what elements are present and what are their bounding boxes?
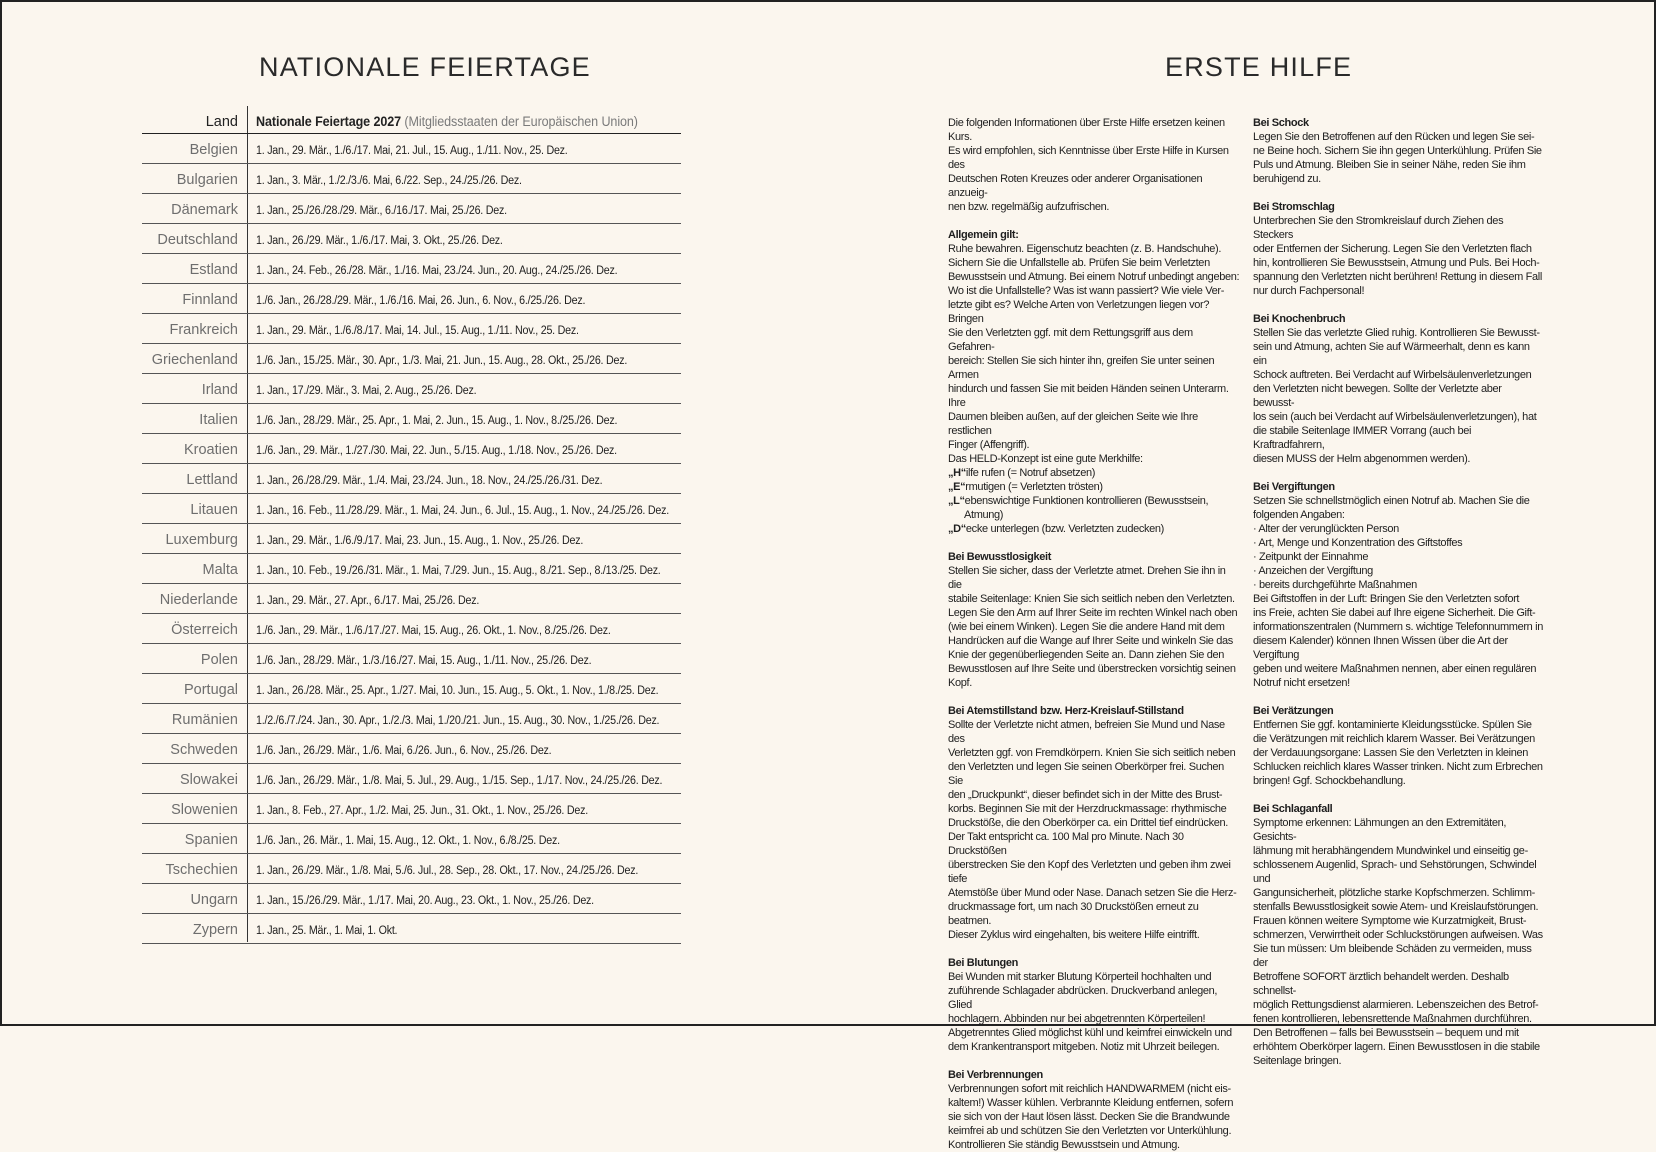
table-row [142, 554, 681, 584]
country-name: Finnland [182, 292, 238, 308]
held-text: ebenswichtige Funktionen kontrollieren (Bewusstsein, [964, 495, 1209, 507]
text-line: den Verletzten nicht bewegen. Sollte der Verletzte aber bewusst- [1253, 383, 1502, 409]
text-line: oder Entfernen der Sicherung. Legen Sie den Verletzten flach [1253, 243, 1532, 255]
text-line: Seitenlage bringen. [1253, 1055, 1342, 1067]
table-row [142, 764, 681, 794]
country-name: Litauen [190, 502, 238, 518]
text-line: Knie der gegenüberliegenden Seite an. Dann ziehen Sie den [948, 649, 1225, 661]
country-name: Malta [202, 562, 238, 578]
holiday-dates: 1./6. Jan., 29. Mär., 1./6./17./27. Mai, 15. Aug., 26. Okt., 1. Nov., 8./25./26. Dez. [256, 625, 611, 637]
page-title-first-aid: ERSTE HILFE [1165, 52, 1353, 82]
text-line: beruhigend zu. [1253, 173, 1321, 185]
first-aid-column-1 [948, 116, 1240, 1152]
section-heading: Bei Schlaganfall [1253, 803, 1333, 815]
text-line: ne Beine hoch. Sichern Sie ihn gegen Unterkühlung. Prüfen Sie [1253, 145, 1542, 157]
text-line: diesen MUSS der Helm abgenommen werden). [1253, 453, 1471, 465]
general-section [948, 228, 1240, 536]
country-name: Zypern [192, 922, 238, 938]
country-name: Kroatien [183, 442, 238, 458]
text-line: Gangunsicherheit, plötzliche starke Kopfschmerzen. Schlimm- [1253, 887, 1535, 899]
held-text: Atmung) [964, 509, 1004, 521]
country-name: Österreich [171, 622, 238, 638]
text-line: Handrücken auf die Wange auf Ihrer Seite und winkeln Sie das [948, 635, 1233, 647]
table-row [142, 134, 681, 164]
country-name: Slowakei [179, 772, 238, 788]
country-name: Dänemark [171, 202, 238, 218]
intro-section [948, 116, 1240, 214]
held-text: rmutigen (= Verletzten trösten) [965, 481, 1103, 493]
holiday-dates: 1. Jan., 26./28. Mär., 25. Apr., 1./27. Mai, 10. Jun., 15. Aug., 5. Okt., 1. Nov., 1./8./25. Dez. [256, 685, 659, 697]
text-line: zuführende Schlagader abdrücken. Druckverband anlegen, Glied [948, 985, 1218, 1011]
text-line: Bewusstsein und Atmung. Bei einem Notruf unbedingt angeben: [948, 271, 1240, 283]
table-row [142, 614, 681, 644]
text-line: korbs. Beginnen Sie mit der Herzdruckmassage: rhythmische [948, 803, 1227, 815]
holiday-dates: 1./6. Jan., 26./29. Mär., 1./6. Mai, 6./26. Jun., 6. Nov., 25./26. Dez. [256, 745, 552, 757]
text-line: den Verletzten und legen Sie seinen Oberkörper frei. Suchen Sie [948, 761, 1224, 787]
text-line: Frauen können weitere Symptome wie Kurzatmigkeit, Brust- [1253, 915, 1527, 927]
section-heading: Bei Stromschlag [1253, 201, 1335, 213]
text-line: hindurch und fassen Sie mit beiden Händen seinen Unterarm. Ihre [948, 383, 1229, 409]
section-text [1253, 130, 1545, 186]
table-row [142, 464, 681, 494]
table-row [142, 164, 681, 194]
text-line: Wo ist die Unfallstelle? Was ist wann passiert? Wie viele Ver- [948, 285, 1225, 297]
held-item [948, 494, 1240, 508]
country-name: Portugal [183, 682, 238, 698]
text-line: folgenden Angaben: [1253, 509, 1345, 521]
text-line: hochlagern. Abbinden nur bei abgetrennten Körperteilen! [948, 1013, 1206, 1025]
cardiac-arrest-section [948, 704, 1240, 942]
text-line: Kopf. [948, 677, 972, 689]
holiday-dates: 1./2./6./7./24. Jan., 30. Apr., 1./2./3. Mai, 1./20./21. Jun., 15. Aug., 30. Nov., 1./25./26. Dez. [256, 715, 660, 727]
text-line: Abgetrenntes Glied möglichst kühl und keimfrei einwickeln und [948, 1027, 1232, 1039]
section-heading: Bei Atemstillstand bzw. Herz-Kreislauf-Stillstand [948, 705, 1184, 717]
table-row [142, 314, 681, 344]
country-name: Frankreich [169, 322, 238, 338]
table-row [142, 494, 681, 524]
country-name: Polen [200, 652, 238, 668]
section-heading: Bei Vergiftungen [1253, 481, 1335, 493]
holiday-dates: 1./6. Jan., 26./29. Mär., 1./8. Mai, 5. Jul., 29. Aug., 1./15. Sep., 1./17. Nov., 24./25./26. Dez. [256, 775, 663, 787]
table-row [142, 254, 681, 284]
section-text [948, 1082, 1240, 1152]
section-text [1253, 494, 1545, 690]
table-row [142, 344, 681, 374]
text-line: Schlucken reichlich klares Wasser trinken. Nicht zum Erbrechen [1253, 761, 1543, 773]
holiday-dates: 1. Jan., 10. Feb., 19./26./31. Mär., 1. Mai, 7./29. Jun., 15. Aug., 8./21. Sep., 8./13./25. Dez. [256, 565, 661, 577]
text-line: · Art, Menge und Konzentration des Giftstoffes [1253, 537, 1463, 549]
text-line: Finger (Affengriff). [948, 439, 1030, 451]
text-line: Bewusstlosen auf Ihre Seite und überstrecken vorsichtig seinen [948, 663, 1236, 675]
held-letter: „E“ [948, 481, 966, 493]
holiday-dates: 1. Jan., 29. Mär., 27. Apr., 6./17. Mai, 25./26. Dez. [256, 595, 480, 607]
country-name: Italien [199, 412, 238, 428]
text-line: dem Krankentransport mitgeben. Notiz mit Uhrzeit beilegen. [948, 1041, 1220, 1053]
country-name: Deutschland [157, 232, 238, 248]
header-dates-subtitle: (Mitgliedsstaaten der Europäischen Union) [401, 114, 638, 129]
text-line: Ruhe bewahren. Eigenschutz beachten (z. B. Handschuhe). [948, 243, 1222, 255]
country-name: Niederlande [159, 592, 238, 608]
country-name: Schweden [170, 742, 238, 758]
holiday-dates: 1. Jan., 15./26./29. Mär., 1./17. Mai, 20. Aug., 23. Okt., 1. Nov., 25./26. Dez. [256, 895, 594, 907]
stroke-section [1253, 802, 1545, 1068]
text-line: Deutschen Roten Kreuzes oder anderer Organisationen anzueig- [948, 173, 1203, 199]
country-name: Lettland [186, 472, 238, 488]
table-row [142, 524, 681, 554]
country-name: Tschechien [165, 862, 238, 878]
text-line: Entfernen Sie ggf. kontaminierte Kleidungsstücke. Spülen Sie [1253, 719, 1532, 731]
text-line: der Verdauungsorgane: Lassen Sie den Verletzten in kleinen [1253, 747, 1529, 759]
text-line: Dieser Zyklus wird eingehalten, bis weitere Hilfe eintrifft. [948, 929, 1200, 941]
shock-section [1253, 116, 1545, 186]
text-line: Bei Giftstoffen in der Luft: Bringen Sie den Verletzten sofort [1253, 593, 1520, 605]
text-line: Betroffene SOFORT ärztlich behandelt werden. Deshalb schnellst- [1253, 971, 1509, 997]
held-item [948, 480, 1240, 494]
text-line: Sie den Verletzten ggf. mit dem Rettungsgriff aus dem Gefahren- [948, 327, 1193, 353]
holiday-dates: 1. Jan., 25./26./28./29. Mär., 6./16./17. Mai, 25./26. Dez. [256, 205, 507, 217]
header-dates [256, 114, 638, 129]
text-line: Druckstöße, die den Oberkörper ca. ein Drittel tief eindrücken. [948, 817, 1228, 829]
text-line: möglich Rettungsdienst alarmieren. Lebenszeichen des Betrof- [1253, 999, 1539, 1011]
text-line: kaltem!) Wasser kühlen. Verbrannte Kleidung entfernen, sofern [948, 1097, 1234, 1109]
table-row [142, 824, 681, 854]
table-row [142, 434, 681, 464]
page-title-holidays: NATIONALE FEIERTAGE [259, 52, 591, 82]
text-line: bereich: Stellen Sie sich hinter ihn, greifen Sie unter seinen Armen [948, 355, 1215, 381]
text-line: bringen! Ggf. Schockbehandlung. [1253, 775, 1406, 787]
holiday-table [142, 106, 681, 944]
header-country: Land [205, 114, 238, 130]
held-letter: „H“ [948, 467, 966, 479]
text-line: (wie bei einem Winken). Legen Sie die andere Hand mit dem [948, 621, 1225, 633]
section-heading: Bei Blutungen [948, 957, 1019, 969]
holiday-dates: 1./6. Jan., 28./29. Mär., 25. Apr., 1. Mai, 2. Jun., 15. Aug., 1. Nov., 8./25./26. Dez. [256, 415, 618, 427]
text-line: schmerzen, Verwirrtheit oder Schluckstörungen aufweisen. Was [1253, 929, 1543, 941]
text-line: die stabile Seitenlage IMMER Vorrang (auch bei Kraftradfahrern, [1253, 425, 1472, 451]
holiday-dates: 1. Jan., 16. Feb., 11./28./29. Mär., 1. Mai, 24. Jun., 6. Jul., 15. Aug., 1. Nov., 24./25./26. Dez. [256, 505, 669, 517]
table-row [142, 884, 681, 914]
holiday-dates: 1./6. Jan., 26. Mär., 1. Mai, 15. Aug., 12. Okt., 1. Nov., 6./8./25. Dez. [256, 835, 560, 847]
text-line: Atemstöße über Mund oder Nase. Danach setzen Sie die Herz- [948, 887, 1237, 899]
holiday-dates: 1. Jan., 26./29. Mär., 1./6./17. Mai, 3. Okt., 25./26. Dez. [256, 235, 503, 247]
first-aid-column-2 [1253, 116, 1545, 1068]
text-line: informationszentralen (Nummern s. wichtige Telefonnummern in [1253, 621, 1543, 633]
text-line: den „Druckpunkt“, dieser befindet sich in der Mitte des Brust- [948, 789, 1223, 801]
text-line: sein und Atmung, achten Sie auf Wärmeerhalt, denn es kann ein [1253, 341, 1530, 367]
text-line: hin, kontrollieren Sie Bewusstsein, Atmung und Puls. Bei Hoch- [1253, 257, 1540, 269]
holiday-dates: 1. Jan., 8. Feb., 27. Apr., 1./2. Mai, 25. Jun., 31. Okt., 1. Nov., 25./26. Dez. [256, 805, 588, 817]
text-line: nen bzw. regelmäßig aufzufrischen. [948, 201, 1110, 213]
text-line: überstrecken Sie den Kopf des Verletzten und geben ihm zwei tiefe [948, 859, 1231, 885]
held-item [948, 466, 1240, 480]
text-line: Stellen Sie sicher, dass der Verletzte atmet. Drehen Sie ihn in die [948, 565, 1226, 591]
text-line: Verletzten ggf. von Fremdkörpern. Knien Sie sich seitlich neben [948, 747, 1236, 759]
table-row [142, 404, 681, 434]
text-line: Puls und Atmung. Bleiben Sie in seiner Nähe, reden Sie ihm [1253, 159, 1526, 171]
section-text [1253, 816, 1545, 1068]
text-line: Es wird empfohlen, sich Kenntnisse über Erste Hilfe in Kursen des [948, 145, 1229, 171]
holiday-dates: 1. Jan., 26./28./29. Mär., 1./4. Mai, 23./24. Jun., 18. Nov., 24./25./26./31. Dez. [256, 475, 603, 487]
table-row [142, 704, 681, 734]
text-line: Symptome erkennen: Lähmungen an den Extremitäten, Gesichts- [1253, 817, 1507, 843]
table-row [142, 584, 681, 614]
text-line: keimfrei ab und schützen Sie den Verletzten vor Unterkühlung. [948, 1125, 1232, 1137]
country-name: Luxemburg [165, 532, 238, 548]
bleeding-section [948, 956, 1240, 1054]
text-line: Bei Wunden mit starker Blutung Körperteil hochhalten und [948, 971, 1212, 983]
country-name: Irland [201, 382, 238, 398]
text-line: · bereits durchgeführte Maßnahmen [1253, 579, 1417, 591]
table-row [142, 734, 681, 764]
text-line: nur durch Fachpersonal! [1253, 285, 1365, 297]
section-text [948, 970, 1240, 1054]
text-line: Setzen Sie schnellstmöglich einen Notruf ab. Machen Sie die [1253, 495, 1530, 507]
section-heading: Bei Bewusstlosigkeit [948, 551, 1052, 563]
text-line: Schock auftreten. Bei Verdacht auf Wirbelsäulenverletzungen [1253, 369, 1532, 381]
section-text [948, 242, 1240, 466]
country-name: Slowenien [171, 802, 238, 818]
text-line: ins Freie, achten Sie dabei auf Ihre eigene Sicherheit. Die Gift- [1253, 607, 1536, 619]
held-text: ilfe rufen (= Notruf absetzen) [965, 467, 1096, 479]
text-line: Das HELD-Konzept ist eine gute Merkhilfe: [948, 453, 1143, 465]
holiday-dates: 1. Jan., 29. Mär., 1./6./9./17. Mai, 23. Jun., 15. Aug., 1. Nov., 25./26. Dez. [256, 535, 584, 547]
text-line: stabile Seitenlage: Knien Sie sich seitlich neben den Verletzten. [948, 593, 1235, 605]
text-line: Notruf nicht ersetzen! [1253, 677, 1350, 689]
text-line: Daumen bleiben außen, auf der gleichen Seite wie Ihre restlichen [948, 411, 1198, 437]
unconscious-section [948, 550, 1240, 690]
country-name: Spanien [184, 832, 238, 848]
held-text: ecke unterlegen (bzw. Verletzten zudecken) [965, 523, 1164, 535]
text-line: Kontrollieren Sie ständig Bewusstsein und Atmung. [948, 1139, 1180, 1151]
text-line: schlossenem Augenlid, Sprach- und Sehstörungen, Schwindel und [1253, 859, 1537, 885]
country-name: Ungarn [190, 892, 238, 908]
table-row [142, 224, 681, 254]
section-heading: Bei Schock [1253, 117, 1309, 129]
holiday-dates: 1./6. Jan., 15./25. Mär., 30. Apr., 1./3. Mai, 21. Jun., 15. Aug., 28. Okt., 25./26. Dez. [256, 355, 628, 367]
holiday-dates: 1. Jan., 29. Mär., 1./6./8./17. Mai, 14. Jul., 15. Aug., 1./11. Nov., 25. Dez. [256, 325, 579, 337]
country-name: Griechenland [151, 352, 238, 368]
text-line: Die folgenden Informationen über Erste Hilfe ersetzen keinen Kurs. [948, 117, 1225, 143]
held-item [948, 508, 1240, 522]
text-line: Stellen Sie das verletzte Glied ruhig. Kontrollieren Sie Bewusst- [1253, 327, 1540, 339]
section-heading: Bei Verbrennungen [948, 1069, 1043, 1081]
text-line: Sie tun müssen: Um bleibende Schäden zu vermeiden, muss der [1253, 943, 1532, 969]
table-row [142, 854, 681, 884]
holiday-dates: 1./6. Jan., 29. Mär., 1./27./30. Mai, 22. Jun., 5./15. Aug., 1./18. Nov., 25./26. Dez. [256, 445, 617, 457]
text-line: · Anzeichen der Vergiftung [1253, 565, 1373, 577]
text-line: geben und weitere Maßnahmen nennen, aber einen regulären [1253, 663, 1537, 675]
table-row [142, 284, 681, 314]
text-line: druckmassage fort, um nach 30 Druckstößen erneut zu beatmen. [948, 901, 1199, 927]
intro-text [948, 116, 1240, 214]
text-line: sie sich von der Haut lösen lässt. Decken Sie die Brandwunde [948, 1111, 1230, 1123]
table-row [142, 644, 681, 674]
holiday-dates: 1./6. Jan., 26./28./29. Mär., 1./6./16. Mai, 26. Jun., 6. Nov., 6./25./26. Dez. [256, 295, 586, 307]
text-line: spannung den Verletzten nicht berühren! Rettung in diesem Fall [1253, 271, 1542, 283]
holiday-dates: 1. Jan., 25. Mär., 1. Mai, 1. Okt. [256, 925, 398, 937]
text-line: Legen Sie den Betroffenen auf den Rücken und legen Sie sei- [1253, 131, 1535, 143]
country-name: Rumänien [171, 712, 238, 728]
holiday-dates: 1. Jan., 29. Mär., 1./6./17. Mai, 21. Jul., 15. Aug., 1./11. Nov., 25. Dez. [256, 145, 568, 157]
text-line: Legen Sie den Arm auf Ihrer Seite im rechten Winkel nach oben [948, 607, 1238, 619]
text-line: los sein (auch bei Verdacht auf Wirbelsäulenverletzungen), hat [1253, 411, 1537, 423]
electric-shock-section [1253, 200, 1545, 298]
section-heading: Bei Verätzungen [1253, 705, 1334, 717]
text-line: fenen kontrollieren, lebensrettende Maßnahmen durchführen. [1253, 1013, 1532, 1025]
table-header [142, 106, 681, 134]
chemical-burns-section [1253, 704, 1545, 788]
text-line: stenfalls Bewusstlosigkeit sowie Atem- und Kreislaufstörungen. [1253, 901, 1539, 913]
section-heading: Bei Knochenbruch [1253, 313, 1346, 325]
text-line: letzte gibt es? Welche Arten von Verletzungen liegen vor? Bringen [948, 299, 1210, 325]
table-row [142, 674, 681, 704]
holiday-dates: 1. Jan., 26./29. Mär., 1./8. Mai, 5./6. Jul., 28. Sep., 28. Okt., 17. Nov., 24./25./26. Dez. [256, 865, 639, 877]
text-line: diesem Kalender) können Ihnen Wissen über die Art der Vergiftung [1253, 635, 1508, 661]
text-line: lähmung mit herabhängendem Mundwinkel und einseitig ge- [1253, 845, 1528, 857]
table-row [142, 794, 681, 824]
text-line: erhöhtem Oberkörper lagern. Einen Bewusstlosen in die stabile [1253, 1041, 1540, 1053]
text-line: Den Betroffenen – falls bei Bewusstsein – bequem und mit [1253, 1027, 1519, 1039]
section-text [948, 564, 1240, 690]
section-text [1253, 718, 1545, 788]
holiday-dates: 1. Jan., 24. Feb., 26./28. Mär., 1./16. Mai, 23./24. Jun., 20. Aug., 24./25./26. Dez. [256, 265, 618, 277]
country-name: Bulgarien [176, 172, 238, 188]
holiday-dates: 1. Jan., 3. Mär., 1./2./3./6. Mai, 6./22. Sep., 24./25./26. Dez. [256, 175, 522, 187]
fracture-section [1253, 312, 1545, 466]
held-item [948, 522, 1240, 536]
section-text [1253, 326, 1545, 466]
table-row [142, 914, 681, 944]
text-line: die Verätzungen mit reichlich klarem Wasser. Bei Verätzungen [1253, 733, 1535, 745]
country-name: Belgien [189, 142, 238, 158]
section-heading: Allgemein gilt: [948, 229, 1019, 241]
holiday-dates: 1. Jan., 17./29. Mär., 3. Mai, 2. Aug., 25./26. Dez. [256, 385, 477, 397]
text-line: · Zeitpunkt der Einnahme [1253, 551, 1369, 563]
text-line: Unterbrechen Sie den Stromkreislauf durch Ziehen des Steckers [1253, 215, 1504, 241]
country-name: Estland [189, 262, 238, 278]
section-text [948, 718, 1240, 942]
held-list [948, 466, 1240, 536]
text-line: Sollte der Verletzte nicht atmen, befreien Sie Mund und Nase des [948, 719, 1225, 745]
text-line: Verbrennungen sofort mit reichlich HANDWARMEM (nicht eis- [948, 1083, 1231, 1095]
poisoning-section [1253, 480, 1545, 690]
table-row [142, 194, 681, 224]
holiday-dates: 1./6. Jan., 28./29. Mär., 1./3./16./27. Mai, 15. Aug., 1./11. Nov., 25./26. Dez. [256, 655, 592, 667]
table-row [142, 374, 681, 404]
text-line: · Alter der verunglückten Person [1253, 523, 1399, 535]
header-dates-title: Nationale Feiertage 2027 [256, 114, 402, 129]
held-letter: „L“ [948, 495, 965, 507]
burns-section [948, 1068, 1240, 1152]
section-text [1253, 214, 1545, 298]
held-letter: „D“ [948, 523, 966, 535]
text-line: Sichern Sie die Unfallstelle ab. Prüfen Sie beim Verletzten [948, 257, 1210, 269]
text-line: Der Takt entspricht ca. 100 Mal pro Minute. Nach 30 Druckstößen [948, 831, 1184, 857]
